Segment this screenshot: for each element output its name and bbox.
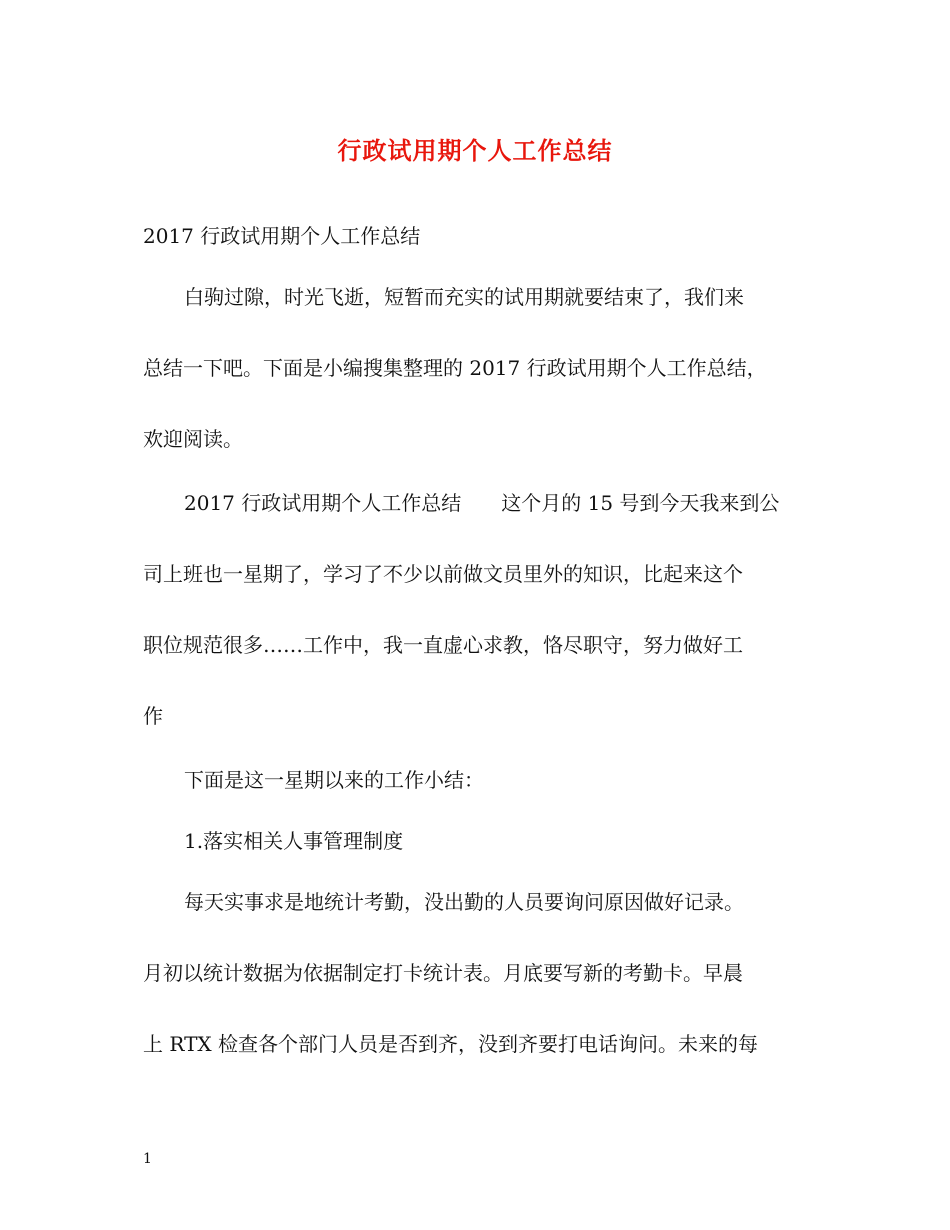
paragraph-line: 每天实事求是地统计考勤，没出勤的人员要询问原因做好记录。 xyxy=(184,890,744,914)
section-heading: 1.落实相关人事管理制度 xyxy=(184,829,404,853)
paragraph-line: 2017 行政试用期个人工作总结 这个月的 15 号到今天我来到公 xyxy=(184,491,780,515)
paragraph-line: 白驹过隙，时光飞逝，短暂而充实的试用期就要结束了，我们来 xyxy=(184,285,744,309)
paragraph-line: 司上班也一星期了，学习了不少以前做文员里外的知识，比起来这个 xyxy=(143,562,743,586)
paragraph-line: 作 xyxy=(143,704,163,728)
paragraph-line: 职位规范很多……工作中，我一直虚心求教，恪尽职守，努力做好工 xyxy=(143,633,743,657)
subtitle-line: 2017 行政试用期个人工作总结 xyxy=(143,224,421,248)
page-number: 1 xyxy=(143,1151,152,1167)
paragraph-line: 下面是这一星期以来的工作小结： xyxy=(184,768,484,792)
paragraph-line: 总结一下吧。下面是小编搜集整理的 2017 行政试用期个人工作总结， xyxy=(143,356,767,380)
document-title: 行政试用期个人工作总结 xyxy=(337,136,613,165)
paragraph-line: 上 RTX 检查各个部门人员是否到齐，没到齐要打电话询问。未来的每 xyxy=(143,1032,758,1056)
paragraph-line: 欢迎阅读。 xyxy=(143,427,243,451)
paragraph-line: 月初以统计数据为依据制定打卡统计表。月底要写新的考勤卡。早晨 xyxy=(143,961,743,985)
